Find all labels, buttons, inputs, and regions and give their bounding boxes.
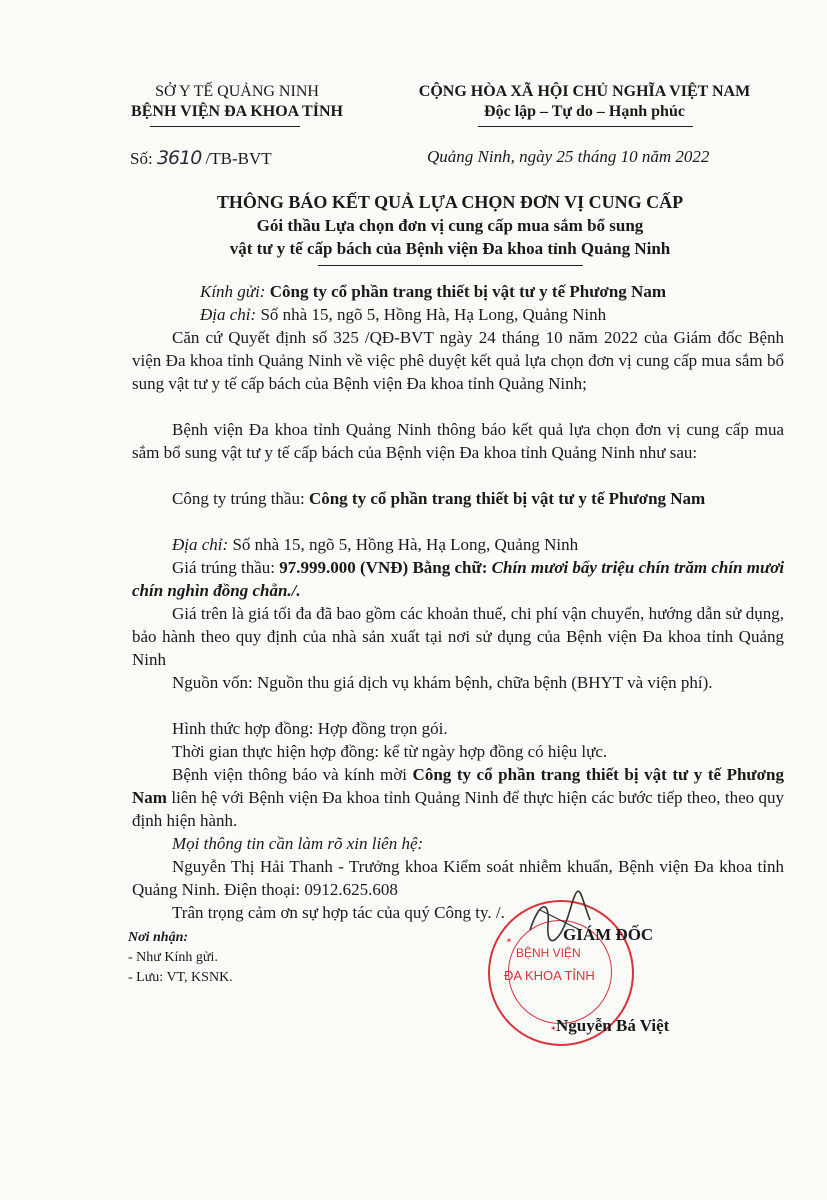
ref-suffix: /TB-BVT [205,149,272,168]
invite-company: Công ty cổ phần trang thiết bị vật tư y tế Phương Nam [132,765,785,807]
stamp-line-2: ĐA KHOA TỈNH [504,968,595,983]
addressee-name: Công ty cổ phần trang thiết bị vật tư y tế Phương Nam [269,282,666,301]
price-value: 97.999.000 (VNĐ) [279,558,409,577]
winner-label: Công ty trúng thầu: [172,489,305,508]
document-subtitle-2: vật tư y tế cấp bách của Bệnh viện Đa khoa tỉnh Quảng Ninh [229,239,671,258]
paragraph-contract-time: Thời gian thực hiện hợp đồng: kể từ ngày hợp đồng có hiệu lực. [172,742,608,761]
reference-number [130,147,272,169]
ref-prefix: Số: [130,149,153,168]
winner-name: Công ty cổ phần trang thiết bị vật tư y tế Phương Nam [308,489,706,508]
signer-title: GIÁM ĐỐC [563,925,654,944]
header-left-underline [150,126,300,127]
issue-date: Quảng Ninh, ngày 25 tháng 10 năm 2022 [427,147,710,166]
ministry-name: SỞ Y TẾ QUẢNG NINH [155,83,319,100]
recipient-item: - Lưu: VT, KSNK. [128,970,233,985]
stamp-line-1: BỆNH VIỆN [516,946,581,960]
invite-text-2: liên hệ với Bệnh viện Đa khoa tỉnh Quảng Ninh để thực hiện các bước tiếp theo, theo quy định hiện hành. [132,788,785,830]
national-motto: Độc lập – Tự do – Hạnh phúc [484,103,685,120]
stamp-ring-mark: ✶ [550,1024,557,1033]
price-words: Chín mươi bẩy triệu chín trăm chín mươi chín nghìn đồng chẵn./. [132,558,785,600]
paragraph-invitation [132,763,784,832]
addressee-address-line [200,303,606,326]
country-name: CỘNG HÒA XÃ HỘI CHỦ NGHĨA VIỆT NAM [418,83,751,100]
paragraph-thanks: Trân trọng cảm ơn sự hợp tác của quý Công ty. /. [172,903,505,922]
document-subtitle-1: Gói thầu Lựa chọn đơn vị cung cấp mua sắm bổ sung [256,216,644,235]
hospital-name: BỆNH VIỆN ĐA KHOA TỈNH [131,103,343,120]
header-right-underline [478,126,693,127]
paragraph-funding: Nguồn vốn: Nguồn thu giá dịch vụ khám bệnh, chữa bệnh (BHYT và viện phí). [172,673,713,692]
paragraph-legal-basis: Căn cứ Quyết định số 325 /QĐ-BVT ngày 24 tháng 10 năm 2022 của Giám đốc Bệnh viện Đa khoa tỉnh Quảng Ninh về việc phê duyệt kết quả lựa chọn đơn vị cung cấp mua sắm bổ sung vật tư y tế cấp bách của Bệnh viện Đa khoa tỉnh Quảng Ninh; [132,328,784,393]
winner-address: Số nhà 15, ngõ 5, Hồng Hà, Hạ Long, Quảng Ninh [232,535,579,554]
addressee-line [200,280,666,303]
recipients-block [128,928,233,988]
winner-address-label: Địa chỉ: [172,535,229,554]
addressee-address: Số nhà 15, ngõ 5, Hồng Hà, Hạ Long, Quảng Ninh [260,305,607,324]
price-line [132,556,784,602]
price-label: Giá trúng thầu: [172,558,275,577]
addressee-label: Kính gửi: [200,282,266,301]
winner-address-line [172,533,578,556]
document-title: THÔNG BÁO KẾT QUẢ LỰA CHỌN ĐƠN VỊ CUNG CẤP [216,192,684,212]
paragraph-contract-type: Hình thức hợp đồng: Hợp đồng trọn gói. [172,719,448,738]
recipients-label: Nơi nhận: [128,930,189,945]
signer-name: Nguyễn Bá Việt [556,1016,670,1035]
paragraph-price-note: Giá trên là giá tối đa đã bao gồm các khoản thuế, chi phí vận chuyển, hướng dẫn sử dụng, bảo hành theo quy định của nhà sản xuất tại nơi sử dụng của Bệnh viện Đa khoa tỉnh Quảng Ninh [132,604,784,669]
winner-line [132,487,784,510]
header-left [112,82,362,122]
ref-handwritten-number: 3610 [156,147,202,169]
price-words-label: Bằng chữ: [412,558,488,577]
stamp-ring-mark: ✶ [503,935,515,946]
addressee-address-label: Địa chỉ: [200,305,257,324]
invite-text-1: Bệnh viện thông báo và kính mời [172,765,407,784]
paragraph-announcement: Bệnh viện Đa khoa tỉnh Quảng Ninh thông báo kết quả lựa chọn đơn vị cung cấp mua sắm bổ sung vật tư y tế cấp bách của Bệnh viện Đa khoa tỉnh Quảng Ninh như sau: [132,420,784,462]
paragraph-contact: Nguyễn Thị Hải Thanh - Trưởng khoa Kiểm soát nhiễm khuẩn, Bệnh viện Đa khoa tỉnh Quảng Ninh. Điện thoại: 0912.625.608 [132,857,784,899]
recipient-item: - Như Kính gửi. [128,950,218,965]
contact-label: Mọi thông tin cần làm rõ xin liên hệ: [172,834,424,853]
title-underline [318,265,583,266]
header-right [392,82,777,122]
